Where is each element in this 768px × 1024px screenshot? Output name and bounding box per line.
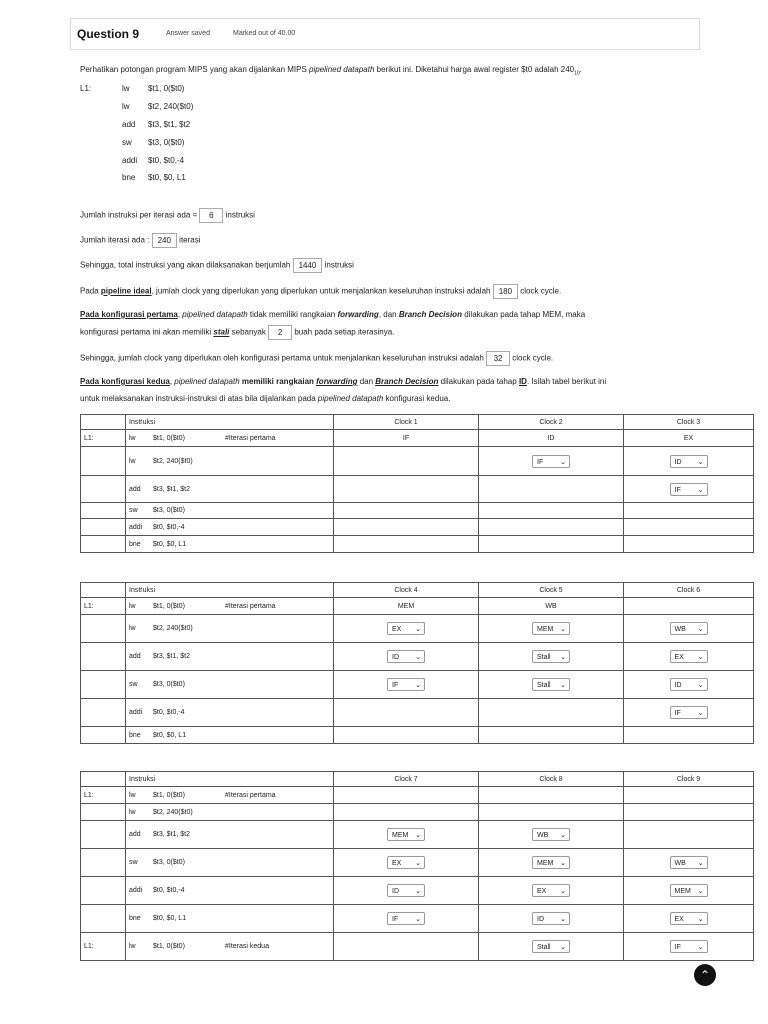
instr-op: add xyxy=(129,831,141,838)
stage-select[interactable]: ID ⌄ xyxy=(670,455,708,468)
table-row xyxy=(81,933,754,961)
table-row xyxy=(81,671,754,699)
instruction-cell xyxy=(126,615,334,643)
code-listing: L1: lw $t1, 0($t0) lw $t2, 240($t0) add $t3, $t1, $t2 sw $t3, 0($t0) addi $t0, $t0,-4 bne $t0, $0, L1 xyxy=(80,84,194,182)
chevron-down-icon: ⌄ xyxy=(560,944,566,951)
clock-cell xyxy=(334,476,479,503)
stage-select[interactable]: IF ⌄ xyxy=(387,912,425,925)
instr-args: $t3, 0($t0) xyxy=(153,507,185,514)
row-label xyxy=(81,447,126,476)
q-iteration-count: Jumlah iterasi ada : 240 iterasi xyxy=(80,233,201,248)
header-blank-cell xyxy=(81,415,126,430)
clock-cell xyxy=(624,671,754,699)
stage-select[interactable]: WB ⌄ xyxy=(670,856,708,869)
chevron-down-icon: ⌄ xyxy=(415,888,421,895)
clock-cell xyxy=(624,821,754,849)
table-row xyxy=(81,877,754,905)
pipeline-table-3 xyxy=(80,771,754,961)
stage-select[interactable]: ID ⌄ xyxy=(670,678,708,691)
chevron-down-icon: ⌄ xyxy=(697,916,704,923)
instr-args: $t2, 240($t0) xyxy=(153,625,193,632)
row-label xyxy=(81,821,126,849)
chevron-down-icon: ⌄ xyxy=(415,682,421,689)
clock-cell: MEM xyxy=(334,598,479,615)
table-row xyxy=(81,447,754,476)
clock-cell xyxy=(624,519,754,536)
clock-cell xyxy=(624,933,754,961)
instr-args: $t3, 0($t0) xyxy=(153,859,185,866)
header-clock: Clock 8 xyxy=(479,772,624,787)
instr-op: bne xyxy=(129,915,141,922)
clock-cell xyxy=(624,598,754,615)
stage-select[interactable]: IF ⌄ xyxy=(532,455,570,468)
stage-select[interactable]: MEM ⌄ xyxy=(532,856,570,869)
clock-cell xyxy=(334,821,479,849)
instr-op: lw xyxy=(129,457,136,465)
instr-args: $t3, 0($t0) xyxy=(153,681,185,688)
instr-op: lw xyxy=(129,625,136,632)
table-row xyxy=(81,727,754,744)
table-row xyxy=(81,519,754,536)
clock-cell xyxy=(479,933,624,961)
header-clock: Clock 7 xyxy=(334,772,479,787)
clock-cell xyxy=(479,615,624,643)
chevron-down-icon: ⌄ xyxy=(697,654,704,661)
instr-args: $t2, 240($t0) xyxy=(153,457,193,465)
chevron-down-icon: ⌄ xyxy=(415,832,421,839)
scroll-to-top-button[interactable]: ⌃ xyxy=(694,964,716,986)
chevron-down-icon: ⌄ xyxy=(560,626,566,633)
chevron-down-icon: ⌄ xyxy=(560,682,566,689)
chevron-down-icon: ⌄ xyxy=(415,626,421,633)
clock-cell xyxy=(479,519,624,536)
stage-select[interactable]: EX ⌄ xyxy=(670,912,708,925)
clock-cell xyxy=(334,727,479,744)
row-label xyxy=(81,519,126,536)
ideal-clock-input[interactable]: 180 xyxy=(493,284,518,299)
instruction-cell xyxy=(126,877,334,905)
table-row xyxy=(81,430,754,447)
header-clock: Clock 9 xyxy=(624,772,754,787)
header-clock: Clock 4 xyxy=(334,583,479,598)
row-label xyxy=(81,503,126,519)
table-row xyxy=(81,699,754,727)
instruction-cell xyxy=(126,821,334,849)
table-header-row xyxy=(81,583,754,598)
clock-cell xyxy=(624,877,754,905)
instr-op: sw xyxy=(129,859,138,866)
clock-cell: IF xyxy=(334,430,479,447)
clock-cell xyxy=(479,503,624,519)
clock-cell: ID xyxy=(479,430,624,447)
instr-args: $t1, 0($t0) xyxy=(153,943,185,950)
instruction-cell xyxy=(126,727,334,744)
instruction-cell xyxy=(126,536,334,553)
stage-select[interactable]: ID ⌄ xyxy=(387,884,425,897)
clock-cell xyxy=(624,615,754,643)
instr-op: addi xyxy=(129,709,143,716)
instr-op: sw xyxy=(129,507,138,514)
row-label xyxy=(81,849,126,877)
chevron-down-icon: ⌄ xyxy=(697,710,704,717)
chevron-down-icon: ⌄ xyxy=(415,916,421,923)
instr-per-iter-input[interactable]: 6 xyxy=(199,208,223,223)
chevron-down-icon: ⌄ xyxy=(560,458,566,466)
clock-cell xyxy=(334,643,479,671)
chevron-down-icon: ⌄ xyxy=(697,682,704,689)
instr-note: #Iterasi pertama xyxy=(225,791,276,799)
chevron-down-icon: ⌄ xyxy=(697,888,704,895)
clock-cell xyxy=(479,536,624,553)
clock-cell xyxy=(334,536,479,553)
table-row xyxy=(81,804,754,821)
q-total-instr: Sehingga, total instruksi yang akan dilaksanakan berjumlah 1440 instruksi xyxy=(80,258,354,273)
clock-cell: WB xyxy=(479,598,624,615)
clock-cell xyxy=(334,503,479,519)
table-row xyxy=(81,905,754,933)
table-row xyxy=(81,503,754,519)
instr-args: $t1, 0($t0) xyxy=(153,602,185,610)
clock-cell xyxy=(334,905,479,933)
stage-select[interactable]: EX ⌄ xyxy=(387,622,425,635)
instruction-cell xyxy=(126,519,334,536)
instr-op: addi xyxy=(129,523,143,531)
row-label xyxy=(81,643,126,671)
table-row xyxy=(81,849,754,877)
stage-select[interactable]: MEM ⌄ xyxy=(670,884,708,897)
row-label xyxy=(81,905,126,933)
stage-select[interactable]: EX ⌄ xyxy=(387,856,425,869)
clock-cell xyxy=(624,699,754,727)
instruction-cell xyxy=(126,787,334,804)
chevron-down-icon: ⌄ xyxy=(697,860,704,867)
chevron-down-icon: ⌄ xyxy=(560,860,566,867)
instr-args: $t3, $t1, $t2 xyxy=(153,653,190,660)
table-row xyxy=(81,476,754,503)
clock-cell xyxy=(479,447,624,476)
header-clock: Clock 6 xyxy=(624,583,754,598)
stage-select[interactable]: IF ⌄ xyxy=(670,940,708,953)
instr-op: lw xyxy=(129,791,136,799)
stall-count-input[interactable]: 2 xyxy=(268,325,292,340)
instr-op: lw xyxy=(129,808,136,816)
clock-cell xyxy=(624,905,754,933)
stage-select[interactable]: IF ⌄ xyxy=(670,706,708,719)
clock-cell xyxy=(624,804,754,821)
answer-status: Answer saved xyxy=(166,30,210,37)
header-clock: Clock 5 xyxy=(479,583,624,598)
q-instr-per-iter: Jumlah instruksi per iterasi ada = 6 instruksi xyxy=(80,208,255,223)
clock-cell xyxy=(334,787,479,804)
intro-text: Perhatikan potongan program MIPS yang akan dijalankan MIPS pipelined datapath berikut ini. Diketahui harga awal register $t0 adalah $240_{10}$. xyxy=(80,65,582,77)
clock-cell xyxy=(624,643,754,671)
instruction-cell xyxy=(126,447,334,476)
row-label: L1: xyxy=(81,787,126,804)
clock-cell xyxy=(334,849,479,877)
question-marks: Marked out of 40.00 xyxy=(233,30,296,37)
table-row xyxy=(81,598,754,615)
clock-cell xyxy=(624,476,754,503)
instruction-cell xyxy=(126,804,334,821)
stage-select[interactable]: EX ⌄ xyxy=(532,884,570,897)
instr-op: sw xyxy=(129,681,138,688)
instruction-cell xyxy=(126,430,334,447)
row-label xyxy=(81,536,126,553)
table-row xyxy=(81,643,754,671)
table-header-row xyxy=(81,415,754,430)
table-row xyxy=(81,536,754,553)
instr-op: add xyxy=(129,485,141,493)
q-config1-clock: Sehingga, jumlah clock yang diperlukan oleh konfigurasi pertama untuk menjalankan keseluruhan instruksi adalah 32 clock cycle. xyxy=(80,351,553,366)
instruction-cell xyxy=(126,699,334,727)
instruction-cell xyxy=(126,671,334,699)
clock-cell xyxy=(479,905,624,933)
iteration-count-input[interactable]: 240 xyxy=(152,233,177,248)
chevron-down-icon: ⌄ xyxy=(560,888,566,895)
row-label xyxy=(81,615,126,643)
stage-select[interactable]: ID ⌄ xyxy=(532,912,570,925)
question-header xyxy=(70,18,700,50)
row-label xyxy=(81,671,126,699)
clock-cell xyxy=(624,447,754,476)
instr-args: $t1, 0($t0) xyxy=(153,434,185,442)
clock-cell xyxy=(479,699,624,727)
instruction-cell xyxy=(126,476,334,503)
q-ideal-clock: Pada pipeline ideal, jumlah clock yang diperlukan yang diperlukan untuk menjalankan keseluruhan instruksi adalah 180 clock cycle. xyxy=(80,284,561,299)
stage-select[interactable]: Stall ⌄ xyxy=(532,940,570,953)
clock-cell xyxy=(334,933,479,961)
row-label: L1: xyxy=(81,430,126,447)
header-clock: Clock 2 xyxy=(479,415,624,430)
header-instruksi: Instruksi xyxy=(126,772,334,787)
row-label xyxy=(81,476,126,503)
clock-cell xyxy=(479,643,624,671)
clock-cell xyxy=(479,476,624,503)
header-clock: Clock 1 xyxy=(334,415,479,430)
instr-args: $t0, $t0,-4 xyxy=(153,523,185,531)
clock-cell xyxy=(479,787,624,804)
clock-cell xyxy=(624,787,754,804)
instruction-cell xyxy=(126,933,334,961)
stage-select[interactable]: ID ⌄ xyxy=(387,650,425,663)
clock-cell xyxy=(624,727,754,744)
q-config1-line2: konfigurasi pertama ini akan memiliki stali sebanyak 2 buah pada setiap iterasinya. xyxy=(80,325,394,340)
clock-cell xyxy=(334,699,479,727)
row-label xyxy=(81,699,126,727)
instruction-cell xyxy=(126,598,334,615)
clock-cell xyxy=(334,615,479,643)
row-label xyxy=(81,727,126,744)
instr-args: $t3, $t1, $t2 xyxy=(153,485,190,493)
table-row xyxy=(81,787,754,804)
clock-cell xyxy=(479,877,624,905)
stage-select[interactable]: Stall ⌄ xyxy=(532,678,570,691)
instr-note: #Iterasi kedua xyxy=(225,943,269,950)
row-label: L1: xyxy=(81,598,126,615)
instr-op: bne xyxy=(129,731,141,739)
clock-cell xyxy=(479,849,624,877)
instr-op: lw xyxy=(129,943,136,950)
clock-cell xyxy=(624,849,754,877)
stage-select[interactable]: MEM ⌄ xyxy=(532,622,570,635)
stage-select[interactable]: IF ⌄ xyxy=(387,678,425,691)
clock-cell xyxy=(334,519,479,536)
instr-args: $t2, 240($t0) xyxy=(153,808,193,816)
chevron-down-icon: ⌄ xyxy=(560,832,566,839)
chevron-down-icon: ⌄ xyxy=(697,944,704,951)
header-blank-cell xyxy=(81,583,126,598)
total-instr-input[interactable]: 1440 xyxy=(293,258,323,273)
clock-cell xyxy=(624,503,754,519)
instr-note: #Iterasi pertama xyxy=(225,602,276,610)
instr-args: $t1, 0($t0) xyxy=(153,791,185,799)
q-config2-line1: Pada konfigurasi kedua, pipelined datapath memiliki rangkaian forwarding dan Branch Decision dilakukan pada tahap ID. Isilah tabel berikut ini xyxy=(80,377,607,386)
stage-select[interactable]: EX ⌄ xyxy=(670,650,708,663)
instr-args: $t0, $t0,-4 xyxy=(153,887,185,894)
clock-cell xyxy=(479,727,624,744)
stage-select[interactable]: IF ⌄ xyxy=(670,483,708,496)
header-clock: Clock 3 xyxy=(624,415,754,430)
instr-args: $t0, $0, L1 xyxy=(153,540,187,548)
clock-cell xyxy=(479,804,624,821)
chevron-down-icon: ⌄ xyxy=(697,458,704,466)
question-number: Question 9 xyxy=(77,27,140,41)
instr-args: $t0, $0, L1 xyxy=(153,915,187,922)
instr-op: add xyxy=(129,653,141,660)
instr-op: addi xyxy=(129,887,143,894)
instr-args: $t0, $0, L1 xyxy=(153,731,187,739)
table-row xyxy=(81,821,754,849)
header-instruksi: Instruksi xyxy=(126,583,334,598)
instruction-cell xyxy=(126,905,334,933)
stage-select[interactable]: MEM ⌄ xyxy=(387,828,425,841)
chevron-down-icon: ⌄ xyxy=(560,654,566,661)
stage-select[interactable]: WB ⌄ xyxy=(670,622,708,635)
header-instruksi: Instruksi xyxy=(126,415,334,430)
chevron-down-icon: ⌄ xyxy=(415,654,421,661)
config1-clock-input[interactable]: 32 xyxy=(486,351,510,366)
clock-cell xyxy=(479,671,624,699)
row-label xyxy=(81,804,126,821)
stage-select[interactable]: WB ⌄ xyxy=(532,828,570,841)
clock-cell: EX xyxy=(624,430,754,447)
instruction-cell xyxy=(126,849,334,877)
chevron-down-icon: ⌄ xyxy=(415,860,421,867)
row-label xyxy=(81,877,126,905)
instruction-cell xyxy=(126,503,334,519)
chevron-down-icon: ⌄ xyxy=(697,626,704,633)
stage-select[interactable]: Stall ⌄ xyxy=(532,650,570,663)
clock-cell xyxy=(479,821,624,849)
clock-cell xyxy=(624,536,754,553)
instr-note: #Iterasi pertama xyxy=(225,434,276,442)
chevron-down-icon: ⌄ xyxy=(697,486,704,494)
instr-op: lw xyxy=(129,434,136,442)
clock-cell xyxy=(334,804,479,821)
instr-args: $t0, $t0,-4 xyxy=(153,709,185,716)
instr-args: $t3, $t1, $t2 xyxy=(153,831,190,838)
chevron-down-icon: ⌄ xyxy=(560,916,566,923)
instr-op: lw xyxy=(129,602,136,610)
pipeline-table-2 xyxy=(80,582,754,744)
q-config1-line1: Pada konfigurasi pertama, pipelined datapath tidak memiliki rangkaian forwarding, dan Branch Decision dilakukan pada tahap MEM, maka xyxy=(80,310,586,319)
instr-op: bne xyxy=(129,540,141,548)
clock-cell xyxy=(334,671,479,699)
table-header-row xyxy=(81,772,754,787)
row-label: L1: xyxy=(81,933,126,961)
header-blank-cell xyxy=(81,772,126,787)
pipeline-table-1 xyxy=(80,414,754,553)
clock-cell xyxy=(334,877,479,905)
instruction-cell xyxy=(126,643,334,671)
table-row xyxy=(81,615,754,643)
q-config2-line2: untuk melaksanakan instruksi-instruksi di atas bila dijalankan pada pipelined datapath konfigurasi kedua. xyxy=(80,394,451,403)
clock-cell xyxy=(334,447,479,476)
